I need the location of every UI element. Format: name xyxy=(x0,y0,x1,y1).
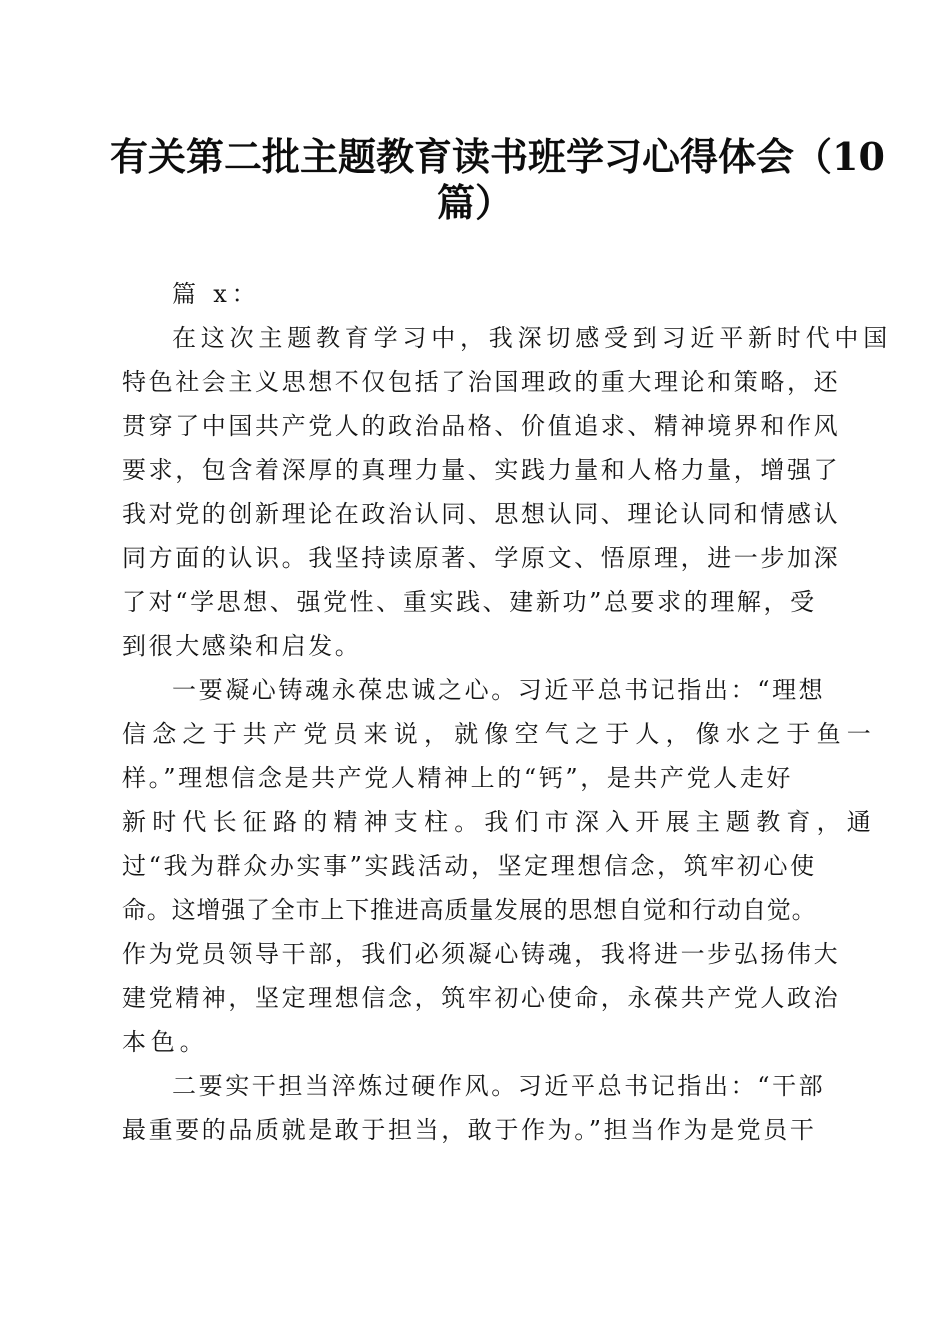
paragraph-line: 同方面的认识。我坚持读原著、学原文、悟原理，进一步加深 xyxy=(122,544,841,572)
paragraph-line: 我对党的创新理论在政治认同、思想认同、理论认同和情感认 xyxy=(122,500,841,528)
document-title xyxy=(110,134,885,226)
paragraph-3 xyxy=(122,1064,828,1152)
paragraph-line: 本色。 xyxy=(122,1028,209,1056)
paragraph-line: 在这次主题教育学习中，我深切感受到习近平新时代中国 xyxy=(172,324,892,352)
paragraph-line: 二要实干担当淬炼过硬作风。习近平总书记指出：“干部 xyxy=(172,1072,826,1100)
paragraph-line: 命。这增强了全市上下推进高质量发展的思想自觉和行动自觉。 xyxy=(122,896,817,924)
document-body xyxy=(122,272,892,1152)
paragraph-line: 新时代长征路的精神支柱。我们市深入开展主题教育，通 xyxy=(122,808,877,836)
paragraph-line: 最重要的品质就是敢于担当，敢于作为。”担当作为是党员干 xyxy=(122,1116,817,1144)
paragraph-line: 了对“学思想、强党性、重实践、建新功”总要求的理解，受 xyxy=(122,588,817,616)
paragraph-line: 贯穿了中国共产党人的政治品格、价值追求、精神境界和作风 xyxy=(122,412,841,440)
paragraph-line: 到很大感染和启发。 xyxy=(122,632,362,660)
paragraph-1 xyxy=(122,316,892,668)
title-line-2: 篇） xyxy=(436,180,513,225)
title-line-1: 有关第二批主题教育读书班学习心得体会（10 xyxy=(110,134,885,179)
paragraph-line: 过“我为群众办实事”实践活动，坚定理想信念，筑牢初心使 xyxy=(122,852,817,880)
paragraph-line: 建党精神，坚定理想信念，筑牢初心使命，永葆共产党人政治 xyxy=(122,984,841,1012)
paragraph-line: 信念之于共产党员来说，就像空气之于人，像水之于鱼一 xyxy=(122,720,877,748)
paragraph-line: 一要凝心铸魂永葆忠诚之心。习近平总书记指出：“理想 xyxy=(172,676,826,704)
paragraph-line: 作为党员领导干部，我们必须凝心铸魂，我将进一步弘扬伟大 xyxy=(122,940,841,968)
paragraph-line: 要求，包含着深厚的真理力量、实践力量和人格力量，增强了 xyxy=(122,456,841,484)
paragraph-line: 样。”理想信念是共产党人精神上的“钙”，是共产党人走好 xyxy=(122,764,794,792)
section-label: 篇 x： xyxy=(172,280,261,308)
paragraph-line: 特色社会主义思想不仅包括了治国理政的重大理论和策略，还 xyxy=(122,368,841,396)
paragraph-2 xyxy=(122,668,877,1064)
